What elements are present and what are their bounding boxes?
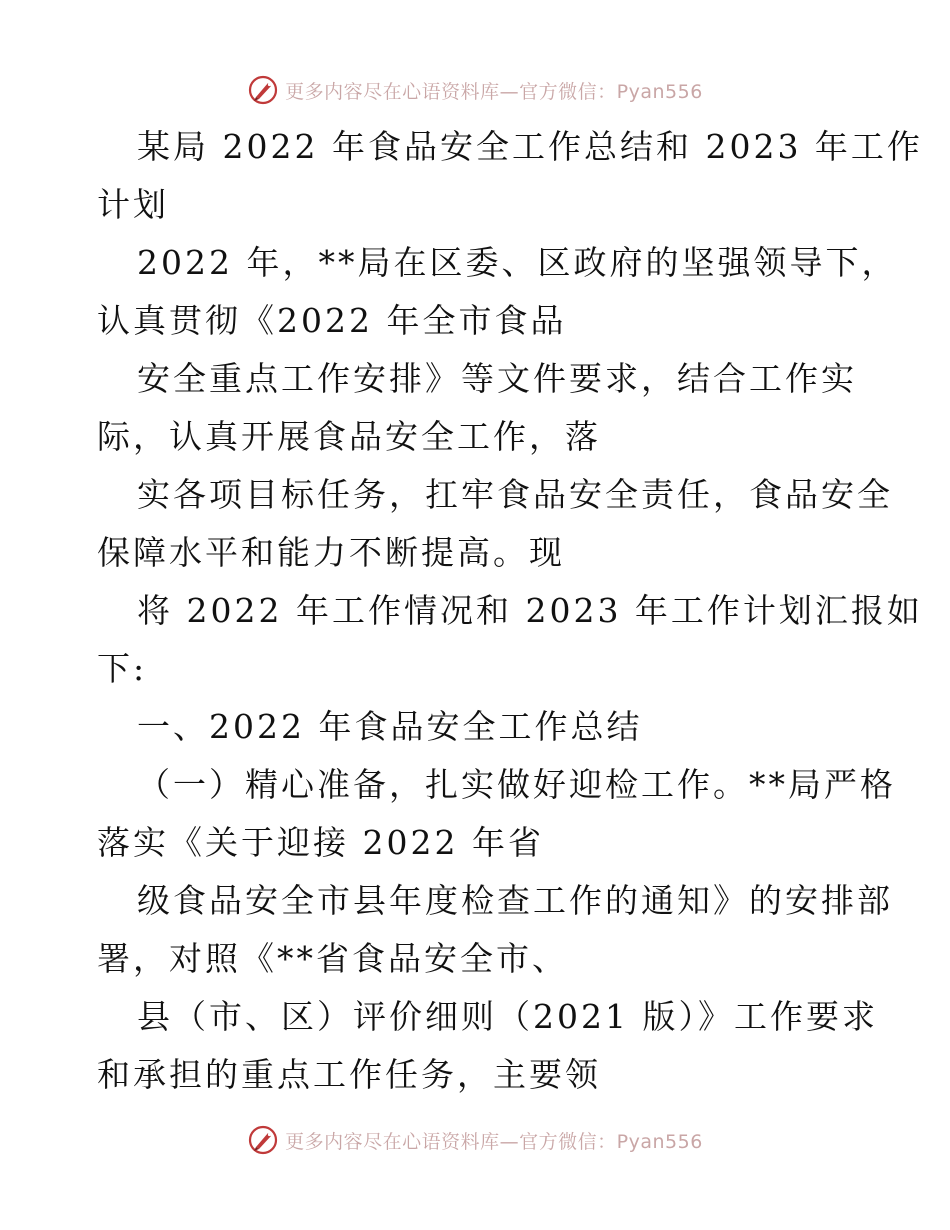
pen-emblem-icon [247, 1124, 279, 1156]
doc-line: 计划 [97, 185, 169, 224]
doc-line: 将 2022 年工作情况和 2023 年工作计划汇报如 [137, 591, 923, 630]
document-body [97, 118, 923, 1104]
doc-line: 2022 年，**局在区委、区政府的坚强领导下， [137, 243, 898, 282]
doc-line: 下: [97, 649, 148, 688]
doc-line: 某局 2022 年食品安全工作总结和 2023 年工作 [137, 127, 923, 166]
doc-line: 县（市、区）评价细则（2021 版）》工作要求 [137, 997, 878, 1036]
doc-line: 级食品安全市县年度检查工作的通知》的安排部 [137, 881, 893, 920]
pen-emblem-icon [247, 74, 279, 106]
doc-line: 实各项目标任务，扛牢食品安全责任，食品安全 [137, 475, 893, 514]
doc-line: 保障水平和能力不断提高。现 [97, 533, 565, 572]
doc-line: 际，认真开展食品安全工作，落 [97, 417, 601, 456]
header-watermark [0, 70, 950, 110]
doc-line: （一）精心准备，扎实做好迎检工作。**局严格 [137, 765, 896, 804]
doc-line: 落实《关于迎接 2022 年省 [97, 823, 544, 862]
footer-watermark [0, 1120, 950, 1160]
doc-line: 和承担的重点工作任务，主要领 [97, 1055, 601, 1094]
doc-line: 安全重点工作安排》等文件要求，结合工作实 [137, 359, 857, 398]
watermark-text: 更多内容尽在心语资料库—官方微信：Pyan556 [285, 1130, 703, 1153]
section-heading: 一、2022 年食品安全工作总结 [137, 707, 643, 746]
doc-line: 认真贯彻《2022 年全市食品 [97, 301, 567, 340]
doc-line: 署，对照《**省食品安全市、 [97, 939, 568, 978]
watermark-text: 更多内容尽在心语资料库—官方微信：Pyan556 [285, 80, 703, 103]
